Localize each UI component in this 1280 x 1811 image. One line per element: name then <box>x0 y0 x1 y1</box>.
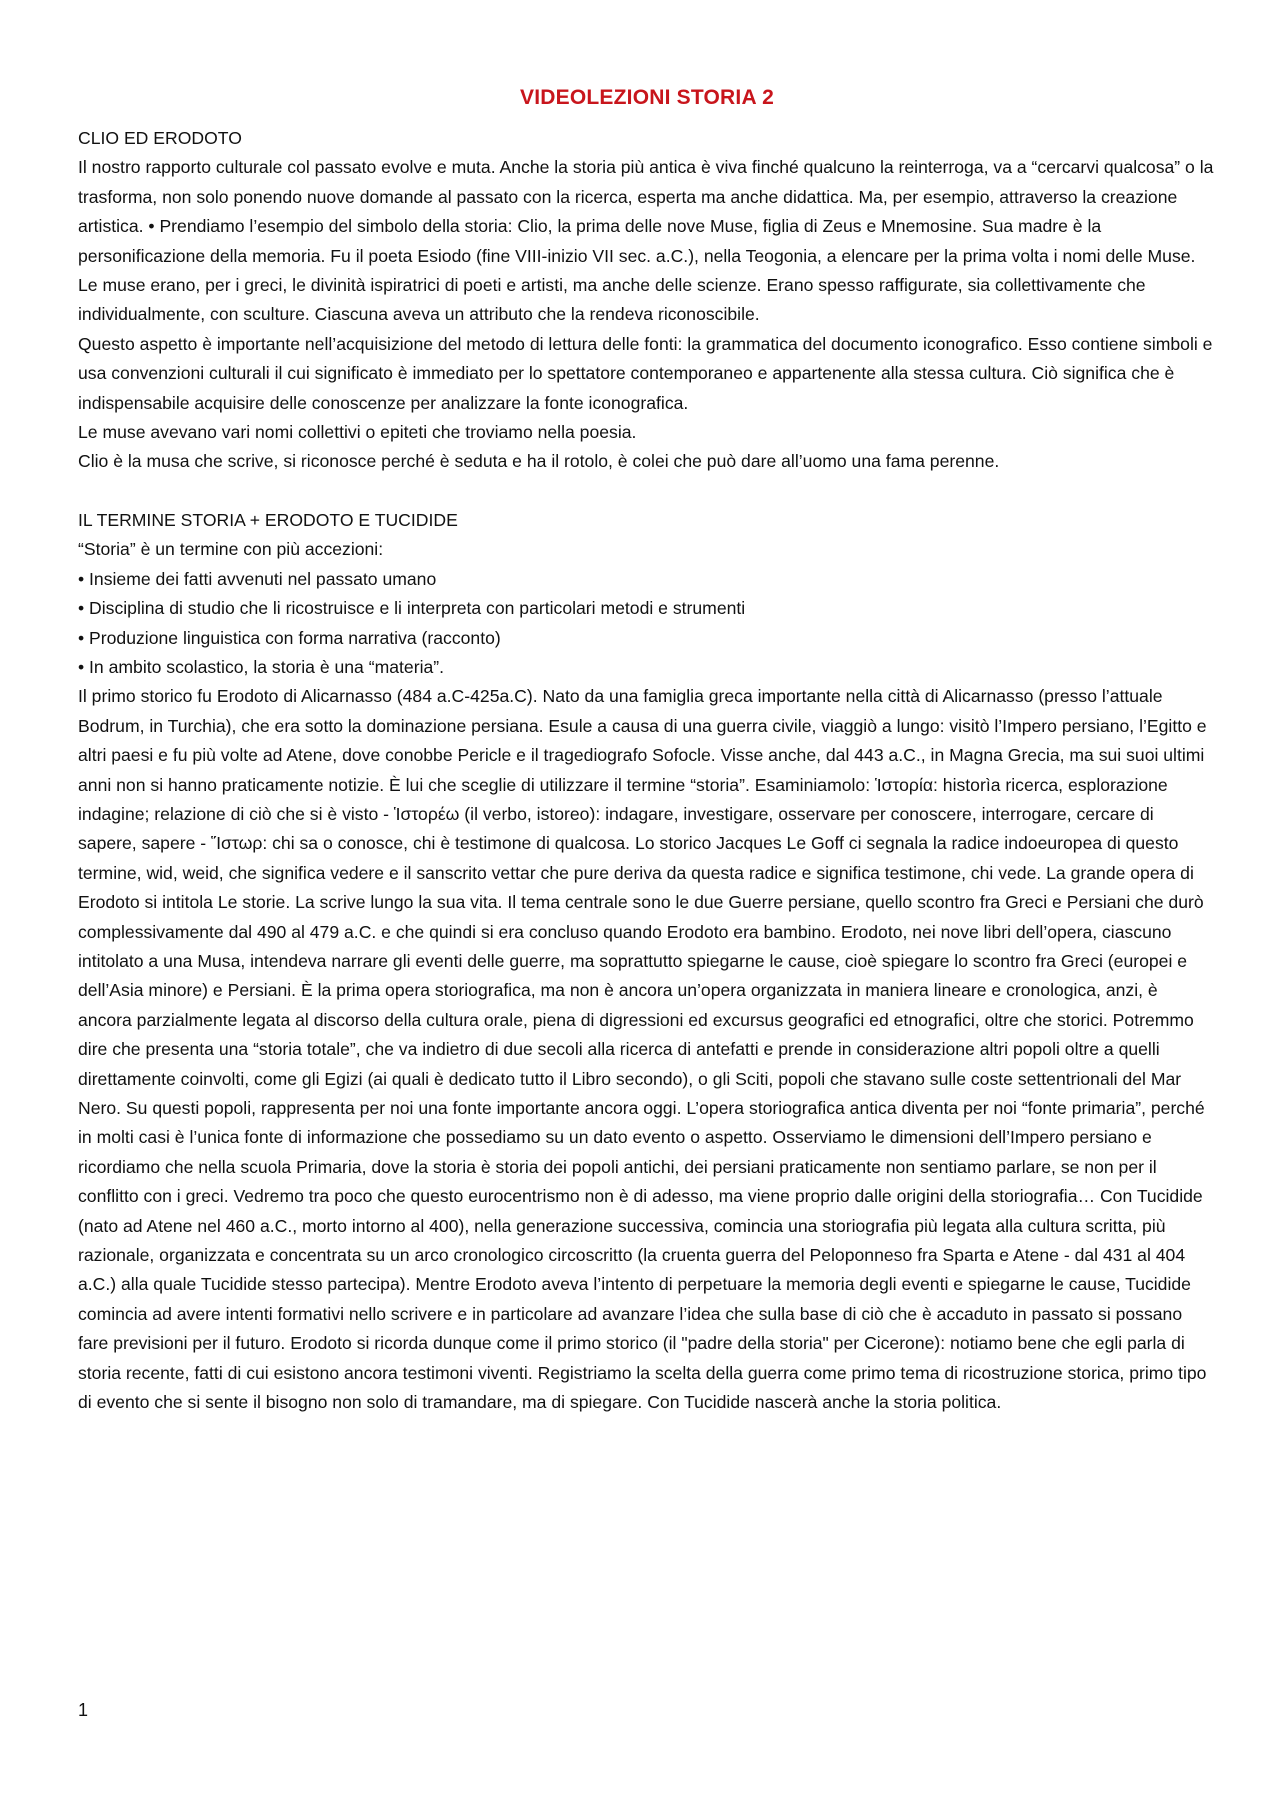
bullet-item: • In ambito scolastico, la storia è una “materia”. <box>78 656 445 677</box>
paragraph: Le muse erano, per i greci, le divinità ispiratrici di poeti e artisti, ma anche delle scienze. Erano spesso raffigurate, sia collettivamente che individualmente, con sculture. Ciascuna aveva un attributo che la rendeva riconoscibile. <box>78 275 1146 325</box>
document-page <box>78 78 1216 1417</box>
paragraph: Il nostro rapporto culturale col passato evolve e muta. Anche la storia più antica è viva finché qualcuno la reinterroga, va a “cercarvi qualcosa” o la trasforma, non solo ponendo nuove domande al passato con la ricerca, esperta ma anche didattica. Ma, per esempio, attraverso la creazione artistica. • Prendiamo l’esempio del simbolo della storia: Clio, la prima delle nove Muse, figlia di Zeus e Mnemosine. Sua madre è la personificazione della memoria. Fu il poeta Esiodo (fine VIII-inizio VII sec. a.C.), nella Teogonia, a elencare per la prima volta i nomi delle Muse. <box>78 157 1214 266</box>
bullet-item: • Disciplina di studio che li ricostruisce e li interpreta con particolari metodi e strumenti <box>78 598 746 619</box>
paragraph: “Storia” è un termine con più accezioni: <box>78 539 384 560</box>
paragraph: Le muse avevano vari nomi collettivi o epiteti che troviamo nella poesia. <box>78 422 637 443</box>
section-clio-ed-erodoto <box>78 124 1216 477</box>
bullet-item: • Produzione linguistica con forma narrativa (racconto) <box>78 627 501 648</box>
paragraph: Questo aspetto è importante nell’acquisizione del metodo di lettura delle fonti: la grammatica del documento iconografico. Esso contiene simboli e usa convenzioni culturali il cui significato è immediato per lo spettatore contemporaneo e appartenente alla stessa cultura. Ciò significa che è indispensabile acquisire delle conoscenze per analizzare la fonte iconografica. <box>78 333 1213 413</box>
paragraph: Il primo storico fu Erodoto di Alicarnasso (484 a.C-425a.C). Nato da una famiglia greca importante nella città di Alicarnasso (presso l’attuale Bodrum, in Turchia), che era sotto la dominazione persiana. Esule a causa di una guerra civile, viaggiò a lungo: visitò l’Impero persiano, l’Egitto e altri paesi e fu più volte ad Atene, dove conobbe Pericle e il tragediografo Sofocle. Visse anche, dal 443 a.C., in Magna Grecia, ma sui suoi ultimi anni non si hanno praticamente notizie. È lui che sceglie di utilizzare il termine “storia”. Esaminiamolo: Ἱστορία: historìa ricerca, esplorazione indagine; relazione di ciò che si è visto - Ἱστορέω (il verbo, istoreo): indagare, investigare, osservare per conoscere, interrogare, cercare di sapere, sapere - Ἵστωρ: chi sa o conosce, chi è testimone di qualcosa. Lo storico Jacques Le Goff ci segnala la radice indoeuropea di questo termine, wid, weid, che significa vedere e il sanscrito vettar che pure deriva da questa radice e significa testimone, chi vede. La grande opera di Erodoto si intitola Le storie. La scrive lungo la sua vita. Il tema centrale sono le due Guerre persiane, quello scontro fra Greci e Persiani che durò complessivamente dal 490 al 479 a.C. e che quindi si era concluso quando Erodoto era bambino. Erodoto, nei nove libri dell’opera, ciascuno intitolato a una Musa, intendeva narrare gli eventi delle guerre, ma soprattutto spiegarne le cause, cioè spiegare lo scontro fra Greci (europei e dell’Asia minore) e Persiani. È la prima opera storiografica, ma non è ancora un’opera organizzata in maniera lineare e cronologica, anzi, è ancora parzialmente legata al discorso della cultura orale, piena di digressioni ed excursus geografici ed etnografici, oltre che storici. Potremmo dire che presenta una “storia totale”, che va indietro di due secoli alla ricerca di antefatti e prende in considerazione altri popoli oltre a quelli direttamente coinvolti, come gli Egizi (ai quali è dedicato tutto il Libro secondo), o gli Sciti, popoli che stavano sulle coste settentrionali del Mar Nero. Su questi popoli, rappresenta per noi una fonte importante ancora oggi. L’opera storiografica antica diventa per noi “fonte primaria”, perché in molti casi è l’unica fonte di informazione che possediamo su un dato evento o aspetto. Osserviamo le dimensioni dell’Impero persiano e ricordiamo che nella scuola Primaria, dove la storia è storia dei popoli antichi, dei persiani praticamente non sentiamo parlare, se non per il conflitto con i greci. Vedremo tra poco che questo eurocentrismo non è di adesso, ma viene proprio dalle origini della storiografia… Con Tucidide (nato ad Atene nel 460 a.C., morto intorno al 400), nella generazione successiva, comincia una storiografia più legata alla cultura scritta, più razionale, organizzata e concentrata su un arco cronologico circoscritto (la cruenta guerra del Peloponneso fra Sparta e Atene - dal 431 al 404 a.C.) alla quale Tucidide stesso partecipa). Mentre Erodoto aveva l’intento di perpetuare la memoria degli eventi e spiegarne le cause, Tucidide comincia ad avere intenti formativi nello scrivere e in particolare ad avanzare l’idea che sulla base di ciò che è accaduto in passato si possano fare previsioni per il futuro. Erodoto si ricorda dunque come il primo storico (il "padre della storia" per Cicerone): notiamo bene che egli parla di storia recente, fatti di cui esistono ancora testimoni viventi. Registriamo la scelta della guerra come primo tema di ricostruzione storica, primo tipo di evento che si sente il bisogno non solo di tramandare, ma di spiegare. Con Tucidide nascerà anche la storia politica. <box>78 686 1207 1413</box>
bullet-item: • Insieme dei fatti avvenuti nel passato umano <box>78 568 437 589</box>
section-termine-storia <box>78 506 1216 1418</box>
section-spacer <box>78 477 1216 506</box>
section-heading: CLIO ED ERODOTO <box>78 128 242 148</box>
paragraph: Clio è la musa che scrive, si riconosce perché è seduta e ha il rotolo, è colei che può dare all’uomo una fama perenne. <box>78 451 1000 472</box>
section-heading: IL TERMINE STORIA + ERODOTO E TUCIDIDE <box>78 509 458 530</box>
page-number: 1 <box>78 1700 89 1720</box>
document-title: VIDEOLEZIONI STORIA 2 <box>520 86 774 109</box>
